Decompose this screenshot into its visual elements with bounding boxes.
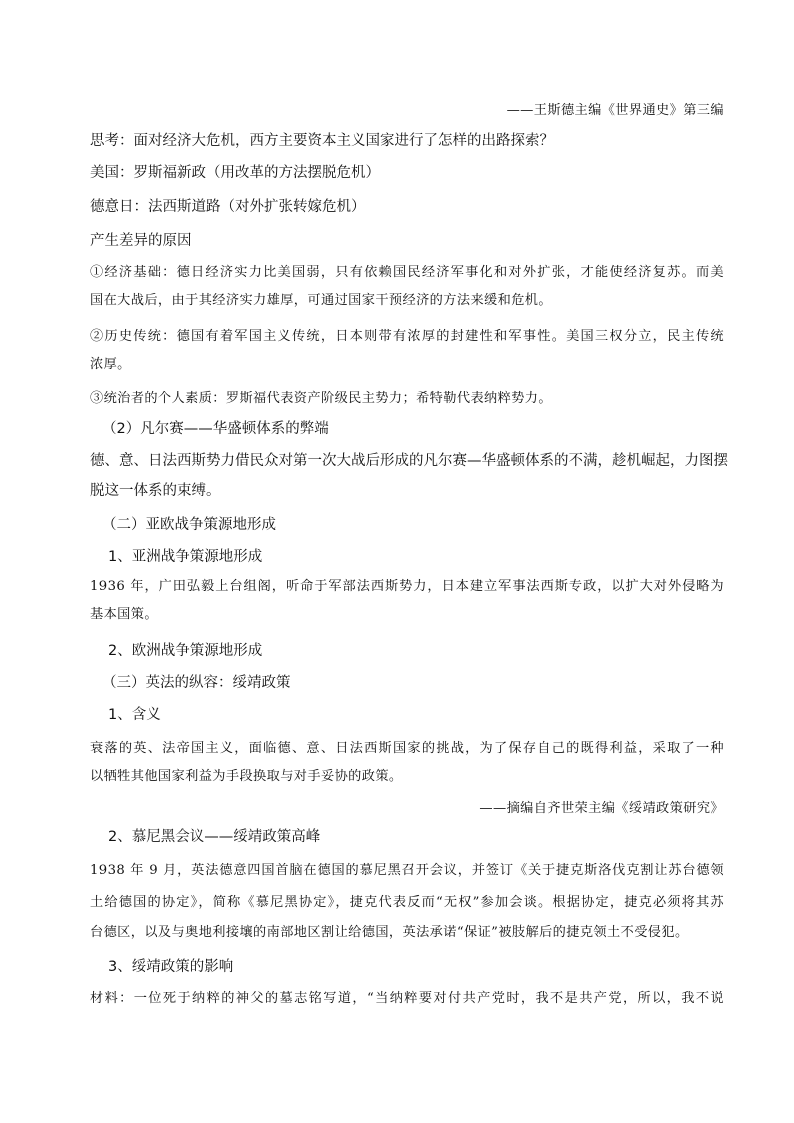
munich-line-2: 土给德国的协定》，简称《慕尼黑协定》，捷克代表反而“无权”参加会谈。根据协定，捷克必须将其苏 [90, 895, 724, 910]
heading-part-3: （三）英法的纵容：绥靖政策 [102, 675, 291, 691]
heading-asia: 1、亚洲战争策源地形成 [108, 549, 263, 565]
source-citation-2: ——摘编自齐世荣主编《绥靖政策研究》 [479, 801, 724, 816]
reason-2-line-1: ②历史传统：德国有着军国主义传统，日本则带有浓厚的封建性和军事性。美国三权分立，民主传统 [90, 329, 724, 344]
heading-munich: 2、慕尼黑会议——绥靖政策高峰 [108, 829, 321, 845]
reason-3-line: ③统治者的个人素质：罗斯福代表资产阶级民主势力；希特勒代表纳粹势力。 [90, 391, 552, 406]
asia-line-2: 基本国策。 [90, 607, 158, 622]
section-2-line-1: 德、意、日法西斯势力借民众对第一次大战后形成的凡尔赛—华盛顿体系的不满，趁机崛起，力图摆 [90, 453, 728, 469]
reason-1-line-1: ①经济基础：德日经济实力比美国弱，只有依赖国民经济军事化和对外扩张，才能使经济复苏。而美 [90, 265, 724, 280]
germany-italy-japan-line: 德意日：法西斯道路（对外扩张转嫁危机） [90, 199, 366, 215]
definition-line-1: 衰落的英、法帝国主义，面临德、意、日法西斯国家的挑战，为了保存自己的既得利益，采取了一种 [90, 741, 724, 756]
heading-part-2: （二）亚欧战争策源地形成 [102, 517, 276, 533]
munich-line-3: 台德区，以及与奥地利接壤的南部地区割让给德国，英法承诺“保证”被肢解后的捷克领土不受侵犯。 [90, 925, 689, 940]
asia-line-1: 1936 年，广田弘毅上台组阁，听命于军部法西斯势力，日本建立军事法西斯专政，以扩大对外侵略为 [90, 579, 724, 594]
reason-heading: 产生差异的原因 [90, 233, 192, 249]
section-2-line-2: 脱这一体系的束缚。 [90, 483, 221, 499]
reason-1-line-2: 国在大战后，由于其经济实力雄厚，可通过国家干预经济的方法来缓和危机。 [90, 293, 552, 308]
material-line: 材料：一位死于纳粹的神父的墓志铭写道，“当纳粹要对付共产党时，我不是共产党，所以，我不说 [90, 991, 724, 1006]
source-citation: ——王斯德主编《世界通史》第三编 [506, 103, 724, 118]
usa-line: 美国：罗斯福新政（用改革的方法摆脱危机） [90, 165, 380, 181]
heading-meaning: 1、含义 [108, 707, 161, 723]
reason-2-line-2: 浓厚。 [90, 357, 131, 372]
heading-impact: 3、绥靖政策的影响 [108, 959, 234, 975]
munich-line-1: 1938 年 9 月，英法德意四国首脑在德国的慕尼黑召开会议，并签订《关于捷克斯洛伐克割让苏台德领 [90, 863, 724, 878]
definition-line-2: 以牺牲其他国家利益为手段换取与对手妥协的政策。 [90, 769, 403, 784]
section-2-heading: （2）凡尔赛——华盛顿体系的弊端 [102, 421, 329, 437]
heading-europe: 2、欧洲战争策源地形成 [108, 643, 263, 659]
question-line: 思考：面对经济大危机，西方主要资本主义国家进行了怎样的出路探索？ [90, 133, 554, 149]
